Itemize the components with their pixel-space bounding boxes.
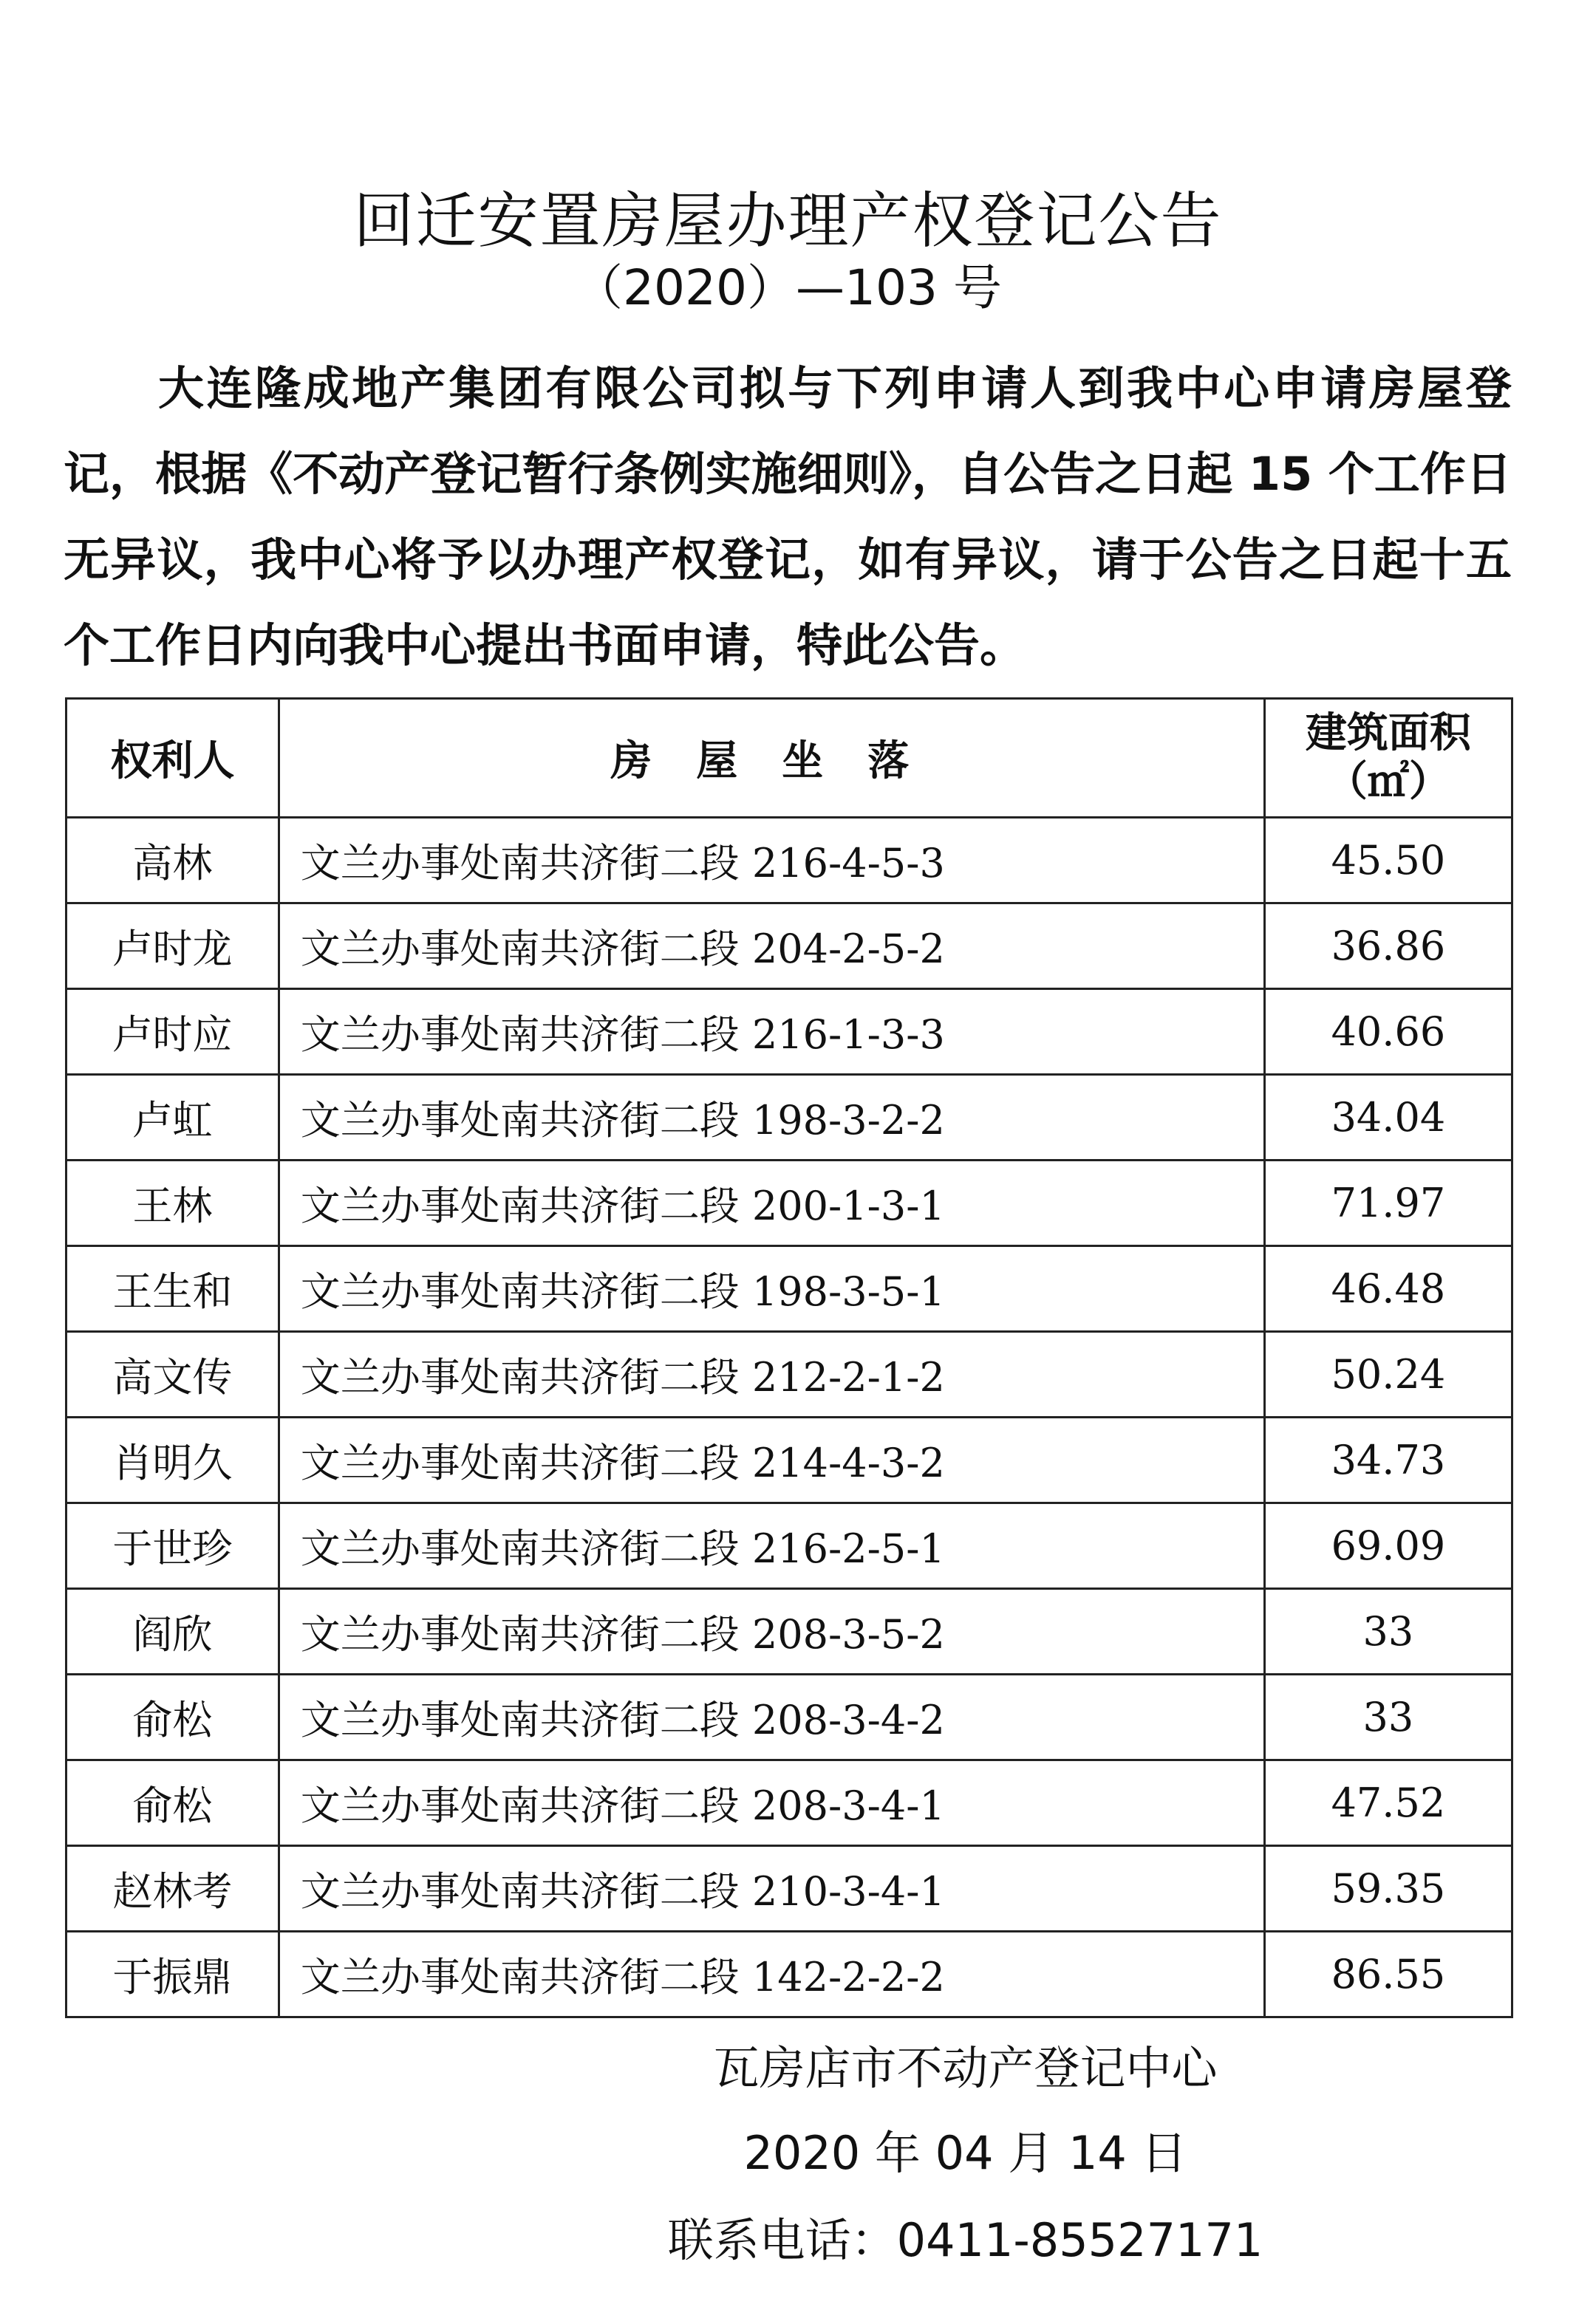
- table-row: [66, 1932, 1512, 2017]
- owner-cell: 阎欣: [66, 1589, 279, 1675]
- issue-date: 2020 年 04 月 14 日: [743, 2126, 1187, 2180]
- registration-table: [65, 697, 1513, 2018]
- table-body: [66, 818, 1512, 2017]
- owner-cell: 于世珍: [66, 1503, 279, 1589]
- table-row: [66, 1589, 1512, 1675]
- area-cell: 59.35: [1264, 1846, 1512, 1932]
- issuer: 瓦房店市不动产登记中心: [713, 2041, 1218, 2095]
- address-cell: 文兰办事处南共济街二段 208-3-4-1: [279, 1760, 1264, 1846]
- table-row: [66, 1418, 1512, 1503]
- header-area-label: 建筑面积: [1305, 709, 1471, 757]
- area-cell: 46.48: [1264, 1246, 1512, 1332]
- address-cell: 文兰办事处南共济街二段 216-2-5-1: [279, 1503, 1264, 1589]
- address-cell: 文兰办事处南共济街二段 200-1-3-1: [279, 1161, 1264, 1246]
- area-cell: 33: [1264, 1675, 1512, 1760]
- owner-cell: 俞松: [66, 1760, 279, 1846]
- address-cell: 文兰办事处南共济街二段 210-3-4-1: [279, 1846, 1264, 1932]
- table-row: [66, 903, 1512, 989]
- notice-title: 回迁安置房屋办理产权登记公告: [353, 185, 1223, 256]
- area-cell: 50.24: [1264, 1332, 1512, 1418]
- address-cell: 文兰办事处南共济街二段 216-4-5-3: [279, 818, 1264, 903]
- table-row: [66, 1246, 1512, 1332]
- table-row: [66, 1332, 1512, 1418]
- header-owner: 权利人: [66, 699, 279, 818]
- address-cell: 文兰办事处南共济街二段 216-1-3-3: [279, 989, 1264, 1075]
- address-cell: 文兰办事处南共济街二段 214-4-3-2: [279, 1418, 1264, 1503]
- address-cell: 文兰办事处南共济街二段 142-2-2-2: [279, 1932, 1264, 2017]
- owner-cell: 卢时龙: [66, 903, 279, 989]
- header-address: 房屋坐落: [279, 699, 1264, 818]
- area-cell: 34.04: [1264, 1075, 1512, 1161]
- owner-cell: 俞松: [66, 1675, 279, 1760]
- header-area-unit: （㎡）: [1326, 758, 1450, 806]
- address-cell: 文兰办事处南共济街二段 212-2-1-2: [279, 1332, 1264, 1418]
- table-header-row: [66, 699, 1512, 818]
- address-cell: 文兰办事处南共济街二段 208-3-4-2: [279, 1675, 1264, 1760]
- owner-cell: 卢时应: [66, 989, 279, 1075]
- table-row: [66, 1760, 1512, 1846]
- address-cell: 文兰办事处南共济街二段 198-3-5-1: [279, 1246, 1264, 1332]
- table-row: [66, 1675, 1512, 1760]
- owner-cell: 肖明久: [66, 1418, 279, 1503]
- owner-cell: 卢虹: [66, 1075, 279, 1161]
- area-cell: 86.55: [1264, 1932, 1512, 2017]
- area-cell: 71.97: [1264, 1161, 1512, 1246]
- owner-cell: 高文传: [66, 1332, 279, 1418]
- owner-cell: 王林: [66, 1161, 279, 1246]
- table-row: [66, 1161, 1512, 1246]
- area-cell: 47.52: [1264, 1760, 1512, 1846]
- area-cell: 33: [1264, 1589, 1512, 1675]
- header-area: [1264, 699, 1512, 818]
- area-cell: 45.50: [1264, 818, 1512, 903]
- owner-cell: 于振鼎: [66, 1932, 279, 2017]
- address-cell: 文兰办事处南共济街二段 198-3-2-2: [279, 1075, 1264, 1161]
- table-row: [66, 1503, 1512, 1589]
- table-row: [66, 818, 1512, 903]
- contact-phone: 联系电话：0411-85527171: [667, 2213, 1263, 2267]
- notice-number: （2020）—103 号: [574, 259, 1002, 316]
- table-row: [66, 989, 1512, 1075]
- area-cell: 40.66: [1264, 989, 1512, 1075]
- address-cell: 文兰办事处南共济街二段 204-2-5-2: [279, 903, 1264, 989]
- area-cell: 36.86: [1264, 903, 1512, 989]
- table-row: [66, 1846, 1512, 1932]
- table-row: [66, 1075, 1512, 1161]
- owner-cell: 王生和: [66, 1246, 279, 1332]
- area-cell: 69.09: [1264, 1503, 1512, 1589]
- notice-intro: 大连隆成地产集团有限公司拟与下列申请人到我中心申请房屋登记，根据《不动产登记暂行条例实施细则》，自公告之日起 15 个工作日无异议，我中心将予以办理产权登记，如有异议，请于公告之日起十五个工作日内向我中心提出书面申请，特此公告。: [64, 361, 1512, 672]
- area-cell: 34.73: [1264, 1418, 1512, 1503]
- owner-cell: 高林: [66, 818, 279, 903]
- address-cell: 文兰办事处南共济街二段 208-3-5-2: [279, 1589, 1264, 1675]
- owner-cell: 赵林考: [66, 1846, 279, 1932]
